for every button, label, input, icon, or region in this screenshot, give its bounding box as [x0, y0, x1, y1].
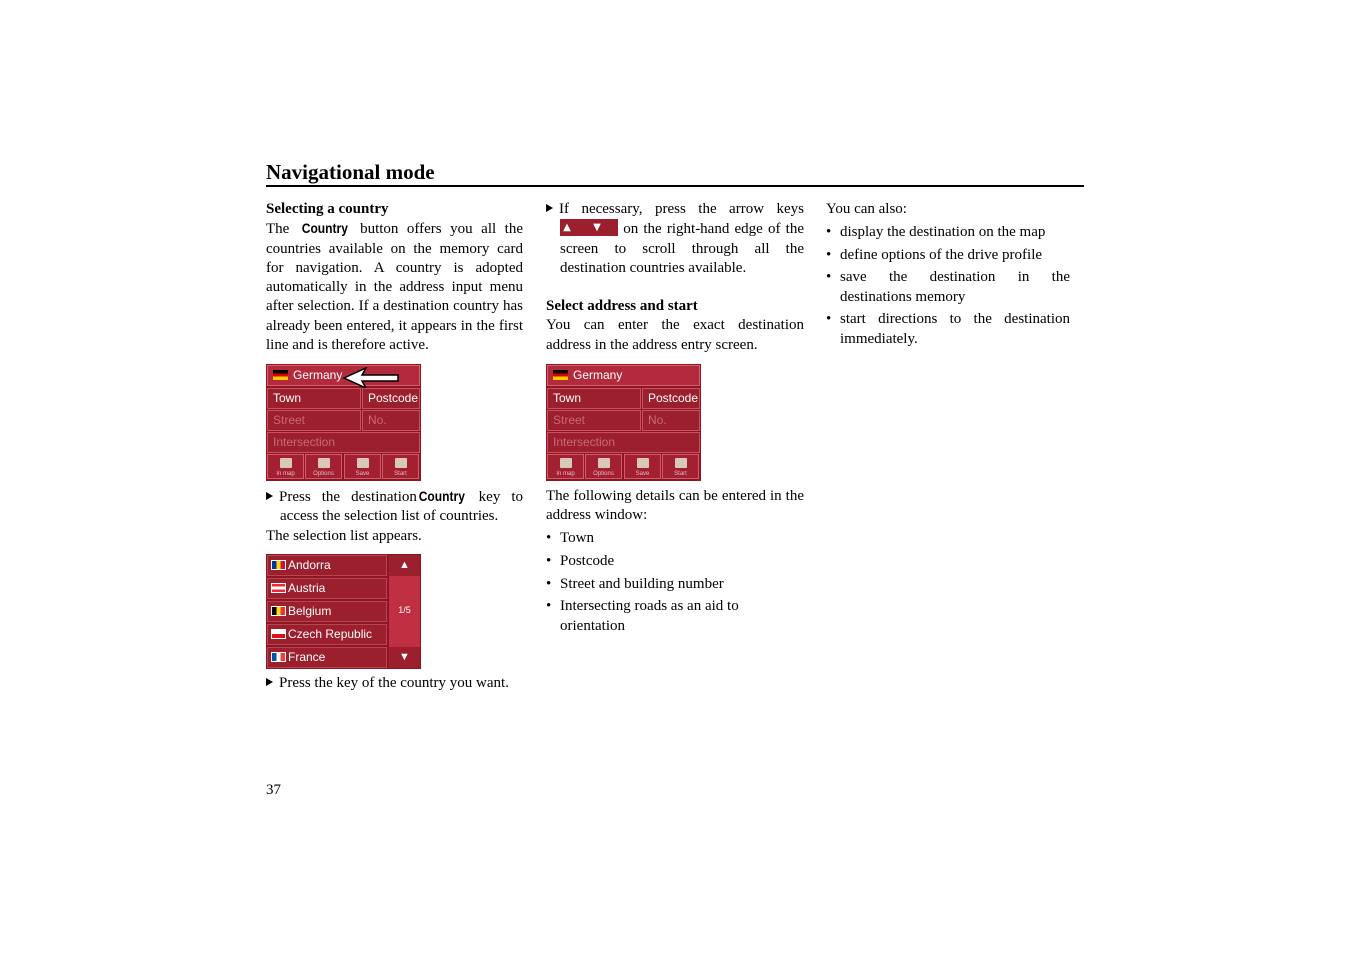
list-item: • display the destination on the map	[826, 223, 1070, 242]
country-list	[266, 554, 421, 669]
postcode-button[interactable]: Postcode	[642, 388, 700, 409]
button-label: Save	[635, 471, 650, 477]
intersection-button[interactable]: Intersection	[547, 432, 700, 453]
options-button[interactable]	[305, 454, 342, 479]
country-name: France	[288, 650, 326, 664]
pointer-arrow-icon	[342, 367, 400, 389]
list-item: • define options of the drive profile	[826, 246, 1070, 265]
save-button[interactable]	[624, 454, 661, 479]
town-button[interactable]: Town	[547, 388, 641, 409]
button-label: Save	[355, 471, 370, 477]
list-item: • Postcode	[546, 552, 804, 571]
text: Press the destination	[279, 489, 417, 505]
list-item: • Town	[546, 529, 804, 548]
page-number: 37	[266, 782, 281, 798]
save-icon	[637, 458, 649, 468]
text: button offers you all the countries available on the memory card for navigation. A country is adopted automatically in the address input menu after selection. If a destination country has already been entered, it appears in the first line and is therefore active.	[266, 221, 524, 354]
number-button[interactable]: No.	[362, 410, 420, 431]
street-button[interactable]: Street	[547, 410, 641, 431]
section-heading: Select address and start	[546, 298, 698, 315]
text: The	[266, 221, 290, 238]
country-label: Germany	[573, 368, 623, 382]
column-1	[266, 200, 523, 355]
text: Town	[560, 530, 594, 547]
start-flag-icon	[395, 458, 407, 468]
text: save the destination in the destinations memory	[840, 269, 1070, 305]
instruction-step	[266, 487, 523, 527]
in-map-button[interactable]	[547, 454, 584, 479]
in-map-button[interactable]	[267, 454, 304, 479]
column-1-steps	[266, 487, 523, 546]
arrow-keys	[560, 219, 618, 236]
options-button[interactable]	[585, 454, 622, 479]
scroll-down-button[interactable]	[389, 647, 420, 668]
options-icon	[318, 458, 330, 468]
text: on the right-hand edge of the screen to scroll through all the destination countries available.	[560, 221, 805, 276]
page-indicator: 1/5	[398, 605, 411, 615]
start-button[interactable]	[382, 454, 419, 479]
france-flag-icon	[271, 652, 286, 662]
step-arrow-icon	[266, 492, 273, 500]
up-arrow-icon: ▲	[563, 222, 571, 234]
map-icon	[280, 458, 292, 468]
button-label: Options	[313, 471, 334, 477]
map-icon	[560, 458, 572, 468]
text: Intersecting roads as an aid to orientation	[560, 598, 739, 634]
country-key-label: Country	[301, 220, 348, 237]
list-scrollbar	[389, 555, 420, 668]
address-screen	[546, 364, 701, 481]
list-item: • Street and building number	[546, 575, 804, 594]
list-item-france[interactable]	[267, 647, 387, 668]
button-label: Start	[674, 471, 687, 477]
czech-flag-icon	[271, 629, 286, 639]
column-3	[826, 200, 1070, 349]
button-label: In map	[276, 471, 295, 477]
instruction-step	[266, 674, 528, 693]
text: Postcode	[560, 552, 615, 569]
text: Press the key of the country you want.	[279, 675, 509, 691]
list-item-czech-republic[interactable]	[267, 624, 387, 645]
instruction-step	[546, 200, 804, 278]
belgium-flag-icon	[271, 606, 286, 616]
column-2	[546, 200, 804, 355]
paragraph: The following details can be entered in the address window:	[546, 488, 804, 524]
text: key to access the selection list of countries.	[280, 489, 524, 525]
street-button[interactable]: Street	[267, 410, 361, 431]
paragraph	[266, 219, 523, 355]
andorra-flag-icon	[271, 560, 286, 570]
down-arrow-icon: ▼	[593, 222, 601, 234]
button-label: In map	[556, 471, 575, 477]
down-arrow-icon: ▼	[399, 651, 410, 663]
paragraph: The selection list appears.	[266, 527, 422, 544]
country-key-label: Country	[418, 488, 465, 504]
germany-flag-icon	[273, 370, 288, 380]
intersection-button[interactable]: Intersection	[267, 432, 420, 453]
text: display the destination on the map	[840, 223, 1046, 240]
town-button[interactable]: Town	[267, 388, 361, 409]
country-name: Czech Republic	[288, 627, 373, 641]
paragraph: You can enter the exact destination address in the address entry screen.	[546, 317, 804, 353]
title-rule	[266, 185, 1084, 187]
country-button[interactable]	[547, 365, 700, 386]
number-button[interactable]: No.	[642, 410, 700, 431]
paragraph: You can also:	[826, 201, 907, 217]
text: If necessary, press the arrow keys	[559, 201, 804, 217]
germany-flag-icon	[553, 370, 568, 380]
step-arrow-icon	[266, 678, 273, 686]
scroll-up-button[interactable]	[389, 555, 420, 576]
text: Street and building number	[560, 575, 724, 592]
options-icon	[598, 458, 610, 468]
column-2-details	[546, 487, 804, 636]
start-button[interactable]	[662, 454, 699, 479]
column-1-final	[266, 674, 528, 693]
list-item: • Intersecting roads as an aid to orientation	[546, 597, 804, 636]
text: define options of the drive profile	[840, 246, 1043, 263]
button-label: Start	[394, 471, 407, 477]
address-screen	[266, 364, 421, 481]
postcode-button[interactable]: Postcode	[362, 388, 420, 409]
page-title: Navigational mode	[266, 160, 435, 184]
button-label: Options	[593, 471, 614, 477]
list-item-belgium[interactable]	[267, 601, 387, 622]
start-flag-icon	[675, 458, 687, 468]
country-name: Andorra	[288, 558, 331, 572]
country-name: Belgium	[288, 604, 332, 618]
austria-flag-icon	[271, 583, 286, 593]
text: start directions to the destination immediately.	[840, 311, 1070, 347]
save-icon	[357, 458, 369, 468]
up-arrow-icon: ▲	[399, 559, 410, 571]
section-heading: Selecting a country	[266, 201, 389, 217]
list-item-andorra[interactable]	[267, 555, 387, 576]
list-item: • save the destination in the destinations memory	[826, 268, 1070, 307]
step-arrow-icon	[546, 204, 553, 212]
country-name: Austria	[288, 581, 326, 595]
save-button[interactable]	[344, 454, 381, 479]
list-item: • start directions to the destination immediately.	[826, 310, 1070, 349]
list-item-austria[interactable]	[267, 578, 387, 599]
country-label: Germany	[293, 368, 343, 382]
